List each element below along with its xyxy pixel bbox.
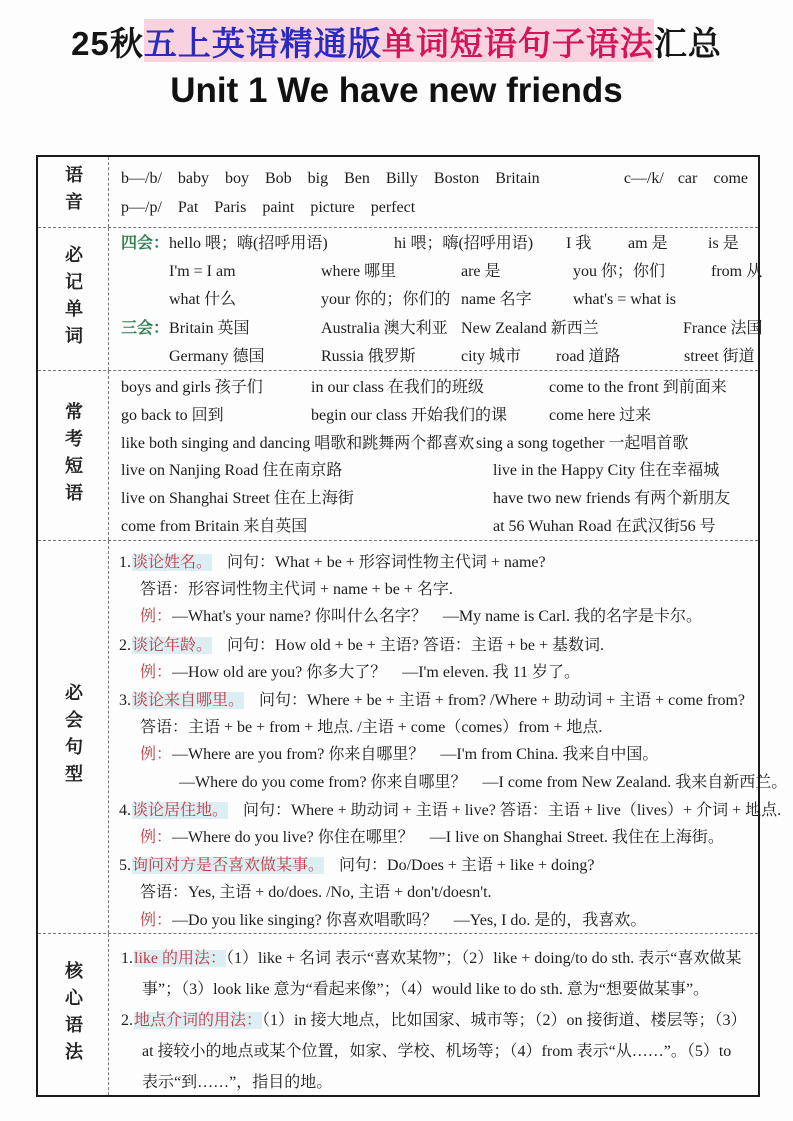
word-entry: you 你；你们 — [573, 263, 666, 281]
word-entry: Russia 俄罗斯 — [321, 347, 416, 365]
grammar-text: （1）like + 名词 表示“喜欢某物”；（2）like + doing/to do sth. 表示“喜欢做某事”；（3）look like 意为“看起来像”；（4）would like to do sth. 意为“想要做某事”。 — [142, 950, 742, 998]
row-label-text: 核心语法 — [63, 960, 83, 1069]
phonics-line-p — [121, 193, 748, 222]
pattern-answer: 答语：形容词性物主代词 + name + be + 名字. — [140, 581, 453, 599]
phrase-entry: come to the front 到前面来 — [549, 379, 727, 396]
word-entry: Australia 澳大利亚 — [321, 319, 448, 337]
phrase-entry: come here 过来 — [549, 406, 652, 424]
phrase-line — [121, 430, 750, 458]
header — [0, 0, 793, 114]
example-text: —Where are you from? 你来自哪里？ —I'm from China. 我来自中国。 — [172, 746, 659, 764]
example-text: —How old are you? 你多大了？ —I'm eleven. 我 11 岁了。 — [172, 663, 581, 681]
word-line — [121, 286, 750, 314]
phrase-entry: live in the Happy City 住在幸福城 — [493, 462, 720, 480]
pattern-question: 问句：Do/Does + 主语 + like + doing? — [339, 857, 595, 875]
phonics-line-b — [121, 164, 748, 193]
level-spacer — [121, 343, 169, 371]
sentences-content — [109, 541, 788, 933]
phrase-entry: in our class 在我们的班级 — [311, 379, 484, 396]
title-edition: 五上英语精通版 — [143, 25, 382, 62]
word-entry: hello 喂；嗨(招呼用语) — [169, 235, 328, 252]
level-four-label: 四会： — [121, 235, 170, 252]
example-label: 例： — [140, 608, 173, 626]
phrase-entry: sing a song together 一起唱首歌 — [476, 434, 689, 452]
item-number: 5. — [119, 857, 131, 875]
pattern-topic: 谈论年龄。 — [132, 636, 213, 654]
phoneme-c: c—/k/ — [623, 170, 664, 187]
word-entry: is 是 — [708, 235, 739, 252]
word-line — [121, 258, 763, 286]
phoneme-c-words: car come — [677, 170, 748, 187]
example-text: —Where do you live? 你住在哪里？ —I live on Shanghai Street. 我住在上海街。 — [172, 829, 724, 847]
pattern-example-line — [119, 603, 752, 630]
row-words — [38, 227, 763, 370]
row-label-phonics — [38, 157, 109, 227]
word-entry: hi 喂；嗨(招呼用语) — [394, 235, 534, 252]
phrase-entry: go back to 回到 — [121, 406, 224, 424]
word-entry: am 是 — [628, 235, 668, 252]
example-label: 例： — [140, 663, 173, 681]
level-three-label: 三会： — [121, 319, 170, 337]
sentence-pattern-1 — [119, 549, 752, 631]
title-summary-word: 汇总 — [653, 25, 722, 62]
pattern-question-line — [119, 797, 782, 824]
phrase-entry: at 56 Wuhan Road 在武汉街56 号 — [493, 517, 716, 535]
pattern-question: 问句：Where + be + 主语 + from? /Where + 助动词 + 主语 + come from? — [259, 692, 746, 710]
pattern-topic: 询问对方是否喜欢做某事。 — [132, 857, 325, 875]
sentence-pattern-3 — [119, 687, 788, 796]
word-entry: city 城市 — [461, 347, 521, 365]
phrase-line — [121, 457, 750, 485]
word-entry: name 名字 — [461, 291, 532, 309]
pattern-answer-line — [119, 576, 752, 603]
word-entry: France 法国 — [683, 319, 763, 337]
pattern-topic: 谈论来自哪里。 — [132, 692, 245, 710]
summary-table — [36, 155, 788, 1097]
pattern-example-continuation — [119, 769, 788, 796]
example-text: —What's your name? 你叫什么名字？ —My name is Carl. 我的名字是卡尔。 — [172, 608, 702, 626]
page-title — [0, 22, 793, 66]
grammar-point-1 — [121, 943, 748, 1005]
pattern-answer: 答语：主语 + be + from + 地点. /主语 + come（comes）from + 地点. — [140, 719, 603, 737]
item-number: 3. — [119, 692, 131, 710]
item-number: 1. — [121, 950, 133, 967]
row-label-text: 常考短语 — [63, 401, 83, 510]
level-spacer — [121, 286, 169, 314]
phrase-entry: have two new friends 有两个新朋友 — [493, 490, 731, 508]
pattern-answer-line — [119, 714, 752, 741]
phoneme-p: p—/p/ — [121, 199, 162, 216]
phrase-entry: come from Britain 来自英国 — [121, 517, 308, 535]
word-entry: I'm = I am — [169, 263, 236, 281]
word-entry: what's = what is — [573, 291, 677, 309]
pattern-topic: 谈论姓名。 — [132, 554, 213, 571]
word-entry: street 街道 — [684, 347, 755, 365]
example-text: —Do you like singing? 你喜欢唱歌吗？ —Yes, I do. 是的，我喜欢。 — [172, 911, 647, 929]
pattern-answer-line — [119, 879, 752, 906]
pattern-question: 问句：What + be + 形容词性物主代词 + name? — [227, 554, 546, 571]
words-content — [109, 228, 763, 370]
word-line — [121, 230, 750, 258]
phoneme-b: b—/b/ — [121, 170, 162, 187]
row-label-phrases — [38, 371, 109, 540]
word-entry: road 道路 — [556, 347, 621, 365]
unit-title: Unit 1 We have new friends — [170, 71, 623, 110]
pattern-example-line — [119, 659, 752, 686]
sentence-pattern-2 — [119, 632, 752, 686]
phrase-line — [121, 513, 750, 541]
pattern-question-line — [119, 687, 752, 714]
phrases-content — [109, 371, 758, 540]
phrase-entry: like both singing and dancing 唱歌和跳舞两个都喜欢 — [121, 434, 475, 452]
word-entry: New Zealand 新西兰 — [461, 319, 599, 337]
grammar-content — [109, 934, 758, 1095]
phrase-line — [121, 374, 750, 402]
sentence-pattern-5 — [119, 852, 752, 934]
title-term: 25秋 — [71, 25, 144, 62]
row-label-words — [38, 228, 109, 370]
example-label: 例： — [140, 911, 173, 929]
phrase-line — [121, 402, 750, 430]
phrase-entry: live on Shanghai Street 住在上海街 — [121, 490, 354, 508]
phrase-entry: live on Nanjing Road 住在南京路 — [121, 462, 343, 480]
phoneme-p-words: Pat Paris paint picture perfect — [177, 199, 416, 216]
word-entry: what 什么 — [169, 291, 237, 309]
row-grammar — [38, 933, 758, 1095]
item-number: 2. — [119, 636, 131, 654]
example-text: —Where do you come from? 你来自哪里？ —I come from New Zealand. 我来自新西兰。 — [179, 773, 788, 791]
grammar-topic: like 的用法： — [134, 950, 226, 967]
row-label-text: 必记单词 — [63, 245, 83, 353]
sentence-pattern-4 — [119, 797, 782, 851]
title-content-scope: 单词短语句子语法 — [381, 25, 654, 62]
phoneme-b-words: baby boy Bob big Ben Billy Boston Britain — [177, 170, 540, 187]
pattern-question: 问句：How old + be + 主语? 答语：主语 + be + 基数词. — [227, 636, 604, 654]
item-number: 2. — [121, 1012, 133, 1029]
row-label-text: 必会句型 — [63, 683, 83, 791]
word-entry: where 哪里 — [321, 263, 397, 281]
phrase-entry: boys and girls 孩子们 — [121, 379, 263, 396]
phrase-line — [121, 485, 750, 513]
pattern-question: 问句：Where + 助动词 + 主语 + live? 答语：主语 + live（lives）+ 介词 + 地点. — [243, 801, 782, 819]
pattern-question-line — [119, 632, 752, 659]
row-label-grammar — [38, 934, 109, 1095]
example-label: 例： — [140, 746, 173, 764]
pattern-topic: 谈论居住地。 — [132, 801, 229, 819]
phrase-entry: begin our class 开始我们的课 — [311, 406, 507, 424]
pattern-answer: 答语：Yes, 主语 + do/does. /No, 主语 + don't/doesn't. — [140, 884, 492, 902]
word-entry: Germany 德国 — [169, 347, 265, 365]
word-entry: your 你的；你们的 — [321, 291, 451, 309]
phonics-content — [109, 157, 758, 227]
row-label-sentences — [38, 541, 109, 933]
pattern-example-line — [119, 741, 752, 768]
item-number: 1. — [119, 554, 131, 571]
pattern-example-line — [119, 824, 752, 851]
example-label: 例： — [140, 829, 173, 847]
item-number: 4. — [119, 801, 131, 819]
grammar-topic: 地点介词的用法： — [134, 1012, 263, 1029]
word-line — [121, 343, 755, 371]
word-entry: I 我 — [566, 235, 592, 252]
word-line — [121, 315, 763, 343]
word-entry: Britain 英国 — [169, 319, 250, 337]
level-spacer — [121, 258, 169, 286]
row-sentences — [38, 540, 788, 933]
pattern-question-line — [119, 852, 752, 879]
row-phonics — [38, 157, 758, 227]
pattern-question-line — [119, 549, 752, 576]
grammar-point-2 — [121, 1005, 748, 1098]
row-phrases — [38, 370, 758, 540]
word-entry: from 从 — [711, 263, 763, 281]
row-label-text: 语音 — [63, 165, 83, 219]
pattern-example-line — [119, 907, 752, 934]
grammar-text: （1）in 接大地点，比如国家、城市等；（2）on 接街道、楼层等；（3）at 接较小的地点或某个位置，如家、学校、机场等；（4）from 表示“从……”。（5）to 表示“到……”，指目的地。 — [142, 1012, 747, 1091]
word-entry: are 是 — [461, 263, 501, 281]
